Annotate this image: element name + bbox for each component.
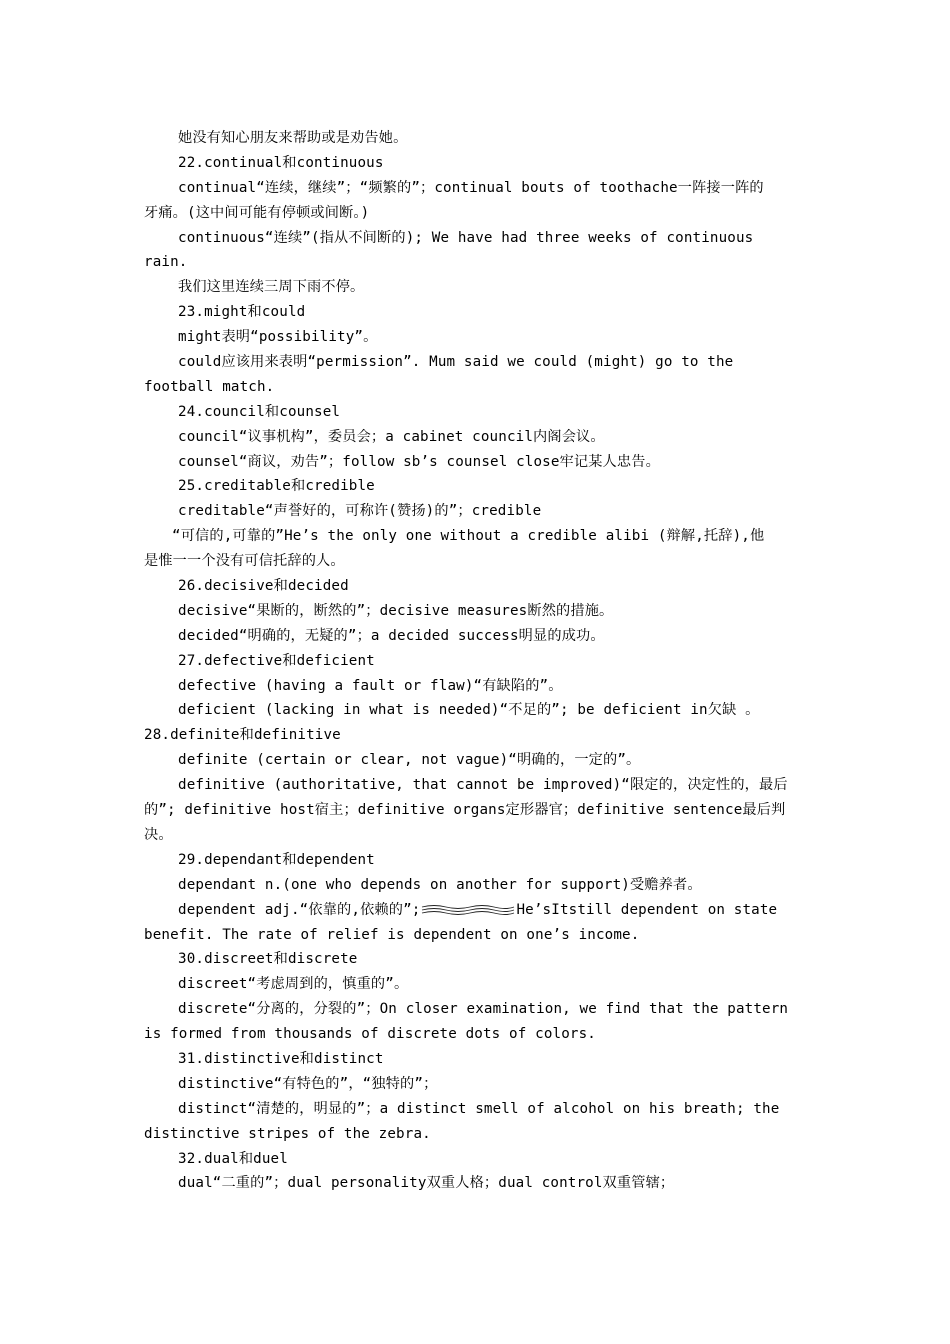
text-line: distinctive stripes of the zebra. [144,1125,431,1142]
entry-heading: 30.discreet和discrete [178,951,358,968]
text-line: could应该用来表明“permission”. Mum said we could (might) go to the [178,354,734,371]
text-line: is formed from thousands of discrete dots of colors. [144,1026,596,1043]
text-line: distinct“清楚的，明显的”；a distinct smell of alcohol on his breath; the [178,1100,780,1117]
text-line: creditable“声誉好的，可称许(赞扬)的”；credible [178,503,542,520]
text-line-with-scribble [144,898,812,923]
text-segment: dependent adj.“依靠的,依赖的”; [178,901,421,918]
entry-heading: 31.distinctive和distinct [178,1050,384,1067]
text-line: continuous“连续”(指从不间断的); We have had three weeks of continuous [178,229,754,246]
entry-heading: 32.dual和duel [178,1150,288,1167]
text-segment: He’sItstill dependent on state [516,901,778,918]
entry-heading: 24.council和counsel [178,403,341,420]
text-line: “可信的,可靠的”He’s the only one without a credible alibi (辩解,托辞),他 [172,528,765,545]
text-line: 的”; definitive host宿主；definitive organs定形器官；definitive sentence最后判 [144,802,786,819]
text-line: definite (certain or clear, not vague)“明确的，一定的”。 [178,752,641,769]
text-line: 决。 [144,826,173,843]
text-line: football match. [144,378,275,395]
entry-heading: 27.defective和deficient [178,652,375,669]
entry-heading: 22.continual和continuous [178,154,384,171]
text-line: council“议事机构”，委员会；a cabinet council内阁会议。 [178,428,605,445]
document-body [144,126,812,1196]
entry-heading: 26.decisive和decided [178,578,349,595]
text-line: benefit. The rate of relief is dependent on one’s income. [144,926,640,943]
wavy-scribble-mark [420,904,516,916]
entry-heading: 28.definite和definitive [144,727,341,744]
text-line: deficient (lacking in what is needed)“不足的”; be deficient in欠缺 。 [178,702,760,719]
text-line: 是惟一一个没有可信托辞的人。 [144,553,345,570]
text-line: counsel“商议，劝告”；follow sb’s counsel close牢记某人忠告。 [178,453,660,470]
entry-heading: 29.dependant和dependent [178,851,375,868]
entry-heading: 25.creditable和credible [178,478,375,495]
entry-heading: 23.might和could [178,304,306,321]
text-line: 牙痛。(这中间可能有停顿或间断。) [144,204,370,221]
text-line: distinctive“有特色的”，“独特的”； [178,1075,438,1092]
text-line: continual“连续，继续”；“频繁的”；continual bouts of toothache一阵接一阵的 [178,179,764,196]
text-line: decided“明确的，无疑的”；a decided success明显的成功。 [178,627,605,644]
text-line: might表明“possibility”。 [178,329,378,346]
text-line: discreet“考虑周到的，慎重的”。 [178,976,409,993]
text-line: dependant n.(one who depends on another for support)受赡养者。 [178,876,702,893]
text-line: definitive (authoritative, that cannot be improved)“限定的，决定性的，最后 [178,777,788,794]
text-line: defective (having a fault or flaw)“有缺陷的”。 [178,677,563,694]
text-line: decisive“果断的，断然的”；decisive measures断然的措施。 [178,602,614,619]
text-line: 我们这里连续三周下雨不停。 [178,279,365,296]
text-line: discrete“分离的，分裂的”；On closer examination, we find that the pattern [178,1001,789,1018]
text-line: rain. [144,254,188,271]
text-line: dual“二重的”；dual personality双重人格；dual control双重管辖； [178,1175,675,1192]
text-line: 她没有知心朋友来帮助或是劝告她。 [178,130,408,146]
